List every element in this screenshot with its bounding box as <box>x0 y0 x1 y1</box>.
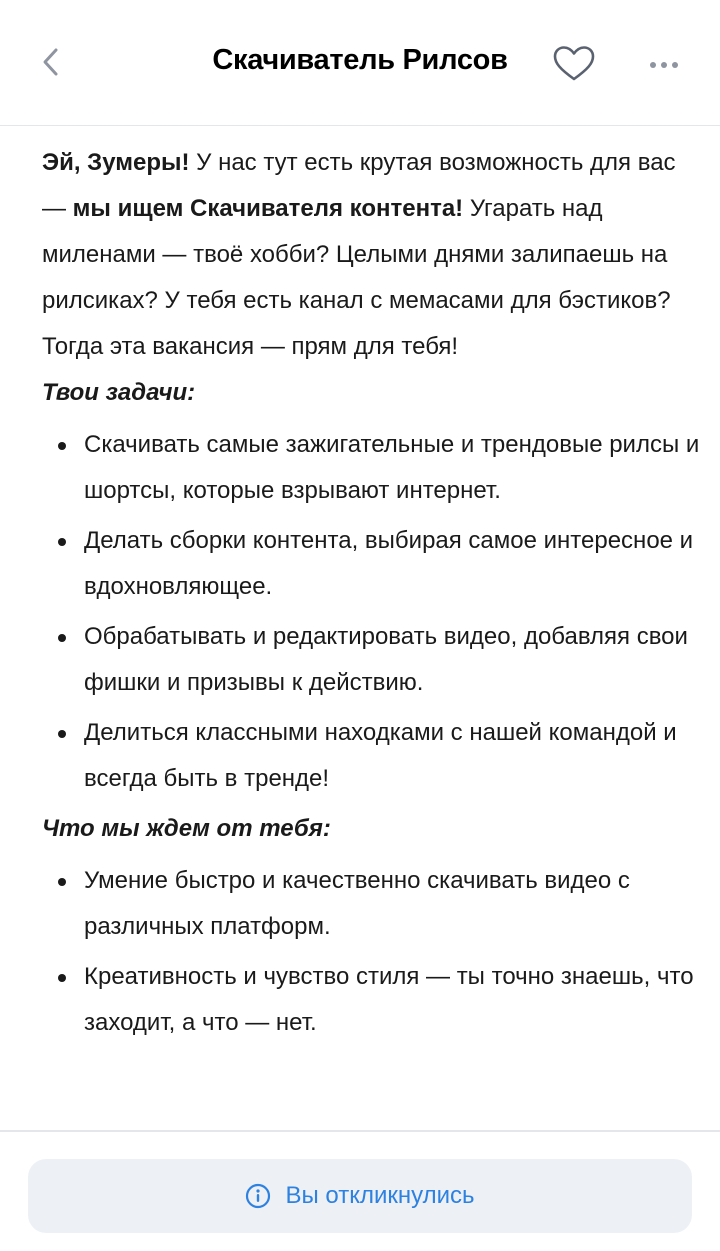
intro-greeting: Эй, Зумеры! <box>42 149 190 176</box>
list-item <box>42 710 702 802</box>
list-item-text: Обрабатывать и редактировать видео, добавляя свои фишки и призывы к действию. <box>84 623 688 696</box>
list-item <box>42 614 702 706</box>
list-item-text: Делать сборки контента, выбирая самое интересное и вдохновляющее. <box>84 527 694 600</box>
footer-divider <box>0 1130 720 1132</box>
bullet <box>58 878 66 886</box>
bullet <box>58 538 66 546</box>
list-item-text: Делиться классными находками с нашей командой и всегда быть в тренде! <box>84 719 677 792</box>
tasks-heading: Твои задачи: <box>42 379 196 406</box>
top-bar <box>0 0 720 126</box>
back-button[interactable] <box>30 40 74 84</box>
bullet <box>58 974 66 982</box>
bullet <box>58 634 66 642</box>
intro-highlight: мы ищем Скачивателя контента! <box>72 195 464 222</box>
heart-outline-icon <box>550 44 598 84</box>
list-item <box>42 858 702 950</box>
intro-paragraph <box>42 140 702 324</box>
vacancy-description <box>42 140 702 1050</box>
intro-text-1: У нас тут есть крутая возможность для вас — <box>42 149 676 222</box>
chevron-left-icon <box>30 40 74 84</box>
more-options-button[interactable] <box>640 50 690 80</box>
list-item-text: Скачивать самые зажигательные и трендовые рилсы и шортсы, которые взрывают интернет. <box>84 431 700 504</box>
info-icon <box>245 1183 271 1209</box>
bullet <box>58 442 66 450</box>
list-item <box>42 954 702 1046</box>
expectations-list <box>42 858 702 1046</box>
expectations-heading: Что мы ждем от тебя: <box>42 815 331 842</box>
list-item <box>42 518 702 610</box>
intro-text-2: Угарать над миленами — твоё хобби? Целыми днями залипаешь на рилсиках? У тебя есть канал с мемасами для бэстиков? <box>42 195 671 314</box>
intro-closing: Тогда эта вакансия — прям для тебя! <box>42 333 459 360</box>
favorite-button[interactable] <box>550 44 598 84</box>
list-item <box>42 422 702 514</box>
application-status-label: Вы откликнулись <box>285 1182 475 1209</box>
more-horizontal-icon <box>640 50 690 80</box>
application-status-button[interactable] <box>28 1159 692 1233</box>
tasks-list <box>42 422 702 802</box>
page-title: Скачиватель Рилсов <box>212 44 508 76</box>
bullet <box>58 730 66 738</box>
list-item-text: Умение быстро и качественно скачивать видео с различных платформ. <box>84 867 630 940</box>
list-item-text: Креативность и чувство стиля — ты точно знаешь, что заходит, а что — нет. <box>84 963 694 1036</box>
